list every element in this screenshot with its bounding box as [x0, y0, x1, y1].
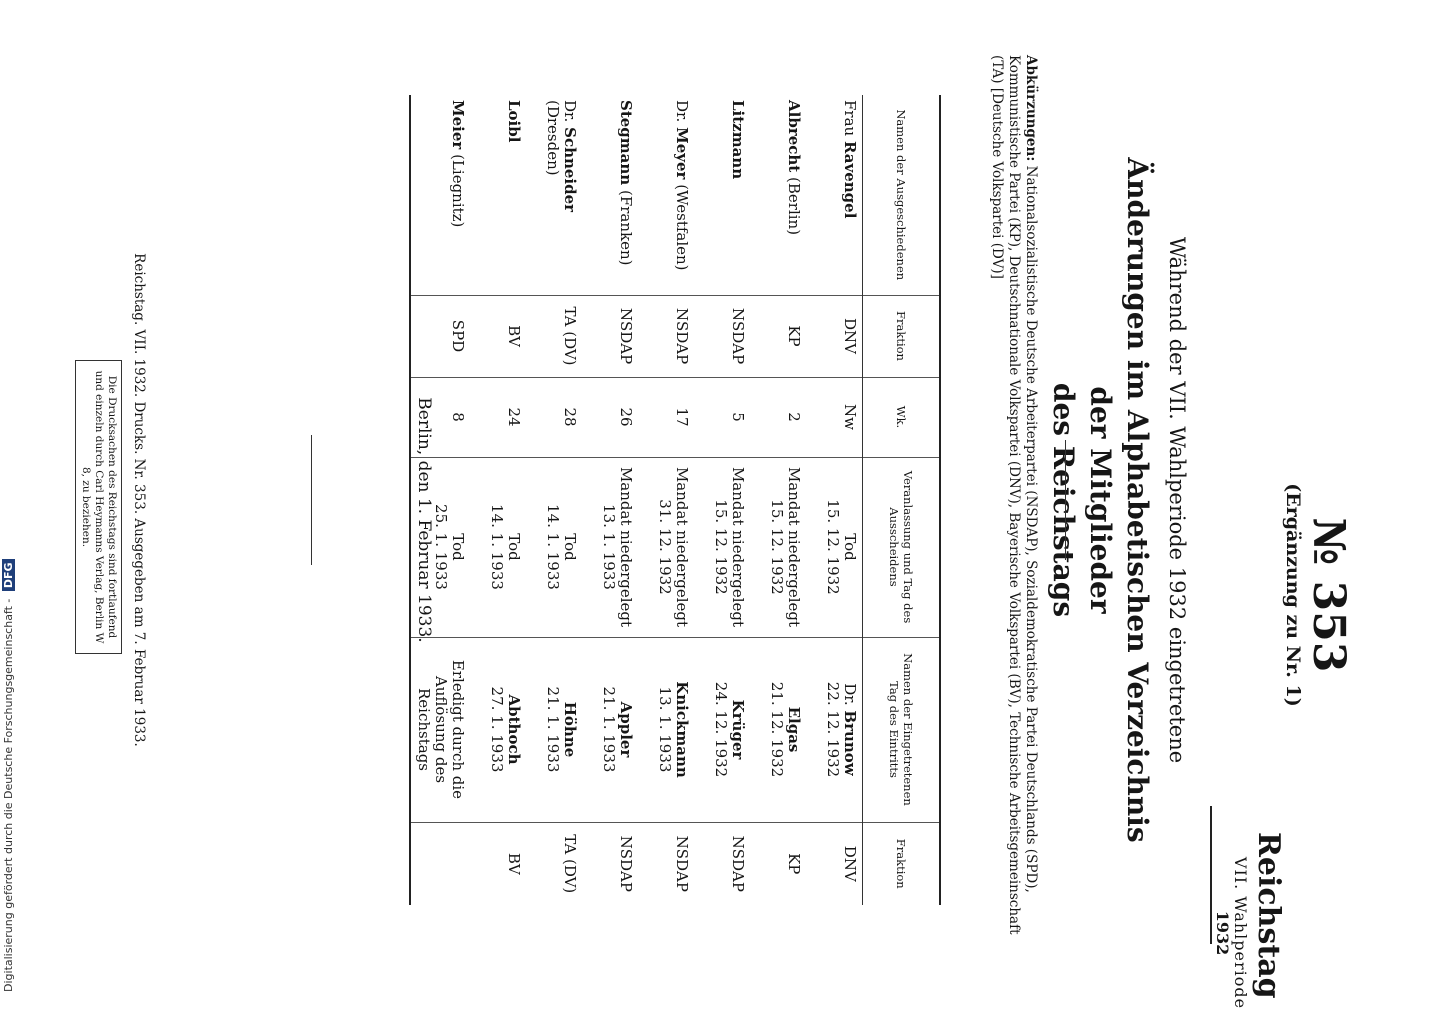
place-and-date: Berlin, den 1. Februar 1933. [414, 397, 434, 643]
fraktion-cell: SPD [410, 295, 470, 377]
reason-cell [526, 457, 582, 637]
reason-date: 13. 1. 1933 [600, 504, 618, 590]
reason-date: 15. 12. 1932 [768, 499, 786, 595]
credit-text: Digitalisierung gefördert durch die Deutsche Forschungsgemeinschaft - [2, 598, 15, 992]
table-row [582, 95, 638, 905]
header-fraktion: Fraktion [863, 295, 941, 377]
successor-name: Krüger [729, 699, 747, 760]
new-fraktion-cell: NSDAP [694, 822, 750, 905]
departed-name: Ravengel [841, 140, 859, 219]
wahlkreis-cell: 2 [750, 377, 806, 457]
successor-prefix: Dr. [841, 683, 859, 706]
reason-text: Mandat niedergelegt [785, 466, 803, 628]
reason-cell [806, 457, 863, 637]
reason-date: 31. 12. 1932 [656, 499, 674, 595]
publisher-note: Die Drucksachen des Reichstags sind fortlaufend und einzeln durch Carl Heymanns Verlag, Berlin W 8, zu beziehen. [75, 360, 122, 654]
departed-name: Loibl [505, 100, 523, 143]
departed-name: Litzmann [729, 100, 747, 180]
table-row [638, 95, 694, 905]
departed-member-cell [526, 95, 582, 295]
abbreviations [988, 55, 1039, 955]
departed-suffix: (Dresden) [544, 100, 562, 176]
fraktion-cell: KP [750, 295, 806, 377]
fraktion-cell: NSDAP [694, 295, 750, 377]
successor-cell [582, 637, 638, 822]
dfg-logo: DFG [2, 559, 15, 591]
abbreviations-label: Abkürzungen: [1023, 55, 1039, 162]
table-row [806, 95, 863, 905]
reason-cell [694, 457, 750, 637]
departed-name: Meier [449, 100, 467, 150]
entry-date: 21. 12. 1932 [768, 681, 786, 778]
table-row [750, 95, 806, 905]
successor-name: Appler [617, 701, 635, 758]
departed-member-cell [750, 95, 806, 295]
fraktion-cell: TA (DV) [526, 295, 582, 377]
new-fraktion-cell: TA (DV) [526, 822, 582, 905]
fraktion-cell: BV [470, 295, 526, 377]
footer-line: Reichstag. VII. 1932. Drucks. Nr. 353. Ausgegeben am 7. Februar 1933. [131, 253, 147, 747]
successor-cell [638, 637, 694, 822]
departed-name: Albrecht [785, 100, 803, 173]
reason-text: Mandat niedergelegt [617, 466, 635, 628]
departed-suffix: (Liegnitz) [449, 154, 467, 228]
departed-member-cell [470, 95, 526, 295]
table-row [526, 95, 582, 905]
header-rule [1210, 806, 1212, 944]
heading-line-2: des Reichstags [1047, 382, 1080, 618]
successor-name: Elgas [785, 706, 803, 753]
reason-text: Tod [561, 533, 579, 561]
fraktion-cell: DNV [806, 295, 863, 377]
successor-name: Knickmann [673, 681, 691, 778]
departed-prefix: Dr. [561, 100, 579, 123]
departed-name: Meyer [673, 127, 691, 180]
header-wahlkreis: Wk. [863, 377, 941, 457]
departed-suffix: (Franken) [617, 189, 635, 266]
new-fraktion-cell [410, 822, 470, 905]
entry-date: 27. 1. 1933 [488, 686, 506, 773]
document-supplement: (Ergänzung zu Nr. 1) [1282, 483, 1304, 707]
intro-line: Während der VII. Wahlperiode 1932 eingetretene [1165, 236, 1189, 764]
membership-changes-table [409, 95, 941, 905]
header-departed-names: Namen der Ausgeschiedenen [863, 95, 941, 295]
new-fraktion-cell: NSDAP [582, 822, 638, 905]
reason-text: Mandat niedergelegt [729, 466, 747, 628]
entry-date: 21. 1. 1933 [544, 686, 562, 773]
successor-cell [694, 637, 750, 822]
reason-cell [470, 457, 526, 637]
departed-member-cell [806, 95, 863, 295]
successor-name: Brunow [841, 710, 859, 776]
reason-text: Tod [841, 533, 859, 561]
reason-cell [582, 457, 638, 637]
document-number: № 353 [1303, 517, 1354, 673]
wahlkreis-cell: 17 [638, 377, 694, 457]
table-row [470, 95, 526, 905]
page-heading [1045, 150, 1156, 850]
abbreviations-text: Nationalsozialistische Deutsche Arbeiterpartei (NSDAP), Sozialdemokratische Partei Deutschlands (SPD), Kommunistische Partei (KP), Deutschnationale Volkspartei (DNV), Bayerische Volkspartei (BV), Technische Arbeitsgemeinschaft (TA) [Deutsche Volkspartei (DV)] [989, 55, 1039, 935]
fraktion-cell: NSDAP [638, 295, 694, 377]
departed-prefix: Frau [841, 100, 859, 137]
header-successor-names: Namen der Eingetretenen Tag des Eintritts [863, 637, 941, 822]
reason-cell [750, 457, 806, 637]
reason-text: Tod [449, 533, 467, 561]
new-fraktion-cell: BV [470, 822, 526, 905]
header-reason-date: Veranlassung und Tag des Ausscheidens [863, 457, 941, 637]
header-new-fraktion: Fraktion [863, 822, 941, 905]
entry-date: 21. 1. 1933 [600, 686, 618, 773]
legislature-label: VII. Wahlperiode [1231, 856, 1250, 1010]
reason-date: 15. 12. 1932 [712, 499, 730, 595]
successor-name: Höhne [561, 701, 579, 758]
reason-text: Tod [505, 533, 523, 561]
new-fraktion-cell: DNV [806, 822, 863, 905]
wahlkreis-cell: 8 [410, 377, 470, 457]
successor-cell [526, 637, 582, 822]
reason-date: 14. 1. 1933 [488, 504, 506, 590]
successor-cell [750, 637, 806, 822]
entry-date: 22. 12. 1932 [824, 681, 842, 778]
wahlkreis-cell: Nw [806, 377, 863, 457]
successor-name: Abthoch [505, 694, 523, 765]
heading-rule [1065, 440, 1066, 560]
heading-line-1: Änderungen im Alphabetischen Verzeichnis der Mitglieder [1084, 157, 1154, 843]
reason-date: 15. 12. 1932 [824, 499, 842, 595]
wahlkreis-cell: 24 [470, 377, 526, 457]
departed-member-cell [582, 95, 638, 295]
departed-prefix: Dr. [673, 100, 691, 123]
wahlkreis-cell: 26 [582, 377, 638, 457]
departed-name: Stegmann [617, 100, 635, 186]
reason-date: 25. 1. 1933 [432, 504, 450, 590]
reason-text: Mandat niedergelegt [673, 466, 691, 628]
reason-date: 14. 1. 1933 [544, 504, 562, 590]
departed-member-cell [410, 95, 470, 295]
wahlkreis-cell: 5 [694, 377, 750, 457]
fraktion-cell: NSDAP [582, 295, 638, 377]
successor-cell [470, 637, 526, 822]
closing-rule [311, 435, 312, 565]
departed-member-cell [694, 95, 750, 295]
departed-member-cell [638, 95, 694, 295]
entry-date: 24. 12. 1932 [712, 681, 730, 778]
table-header-row [863, 95, 941, 905]
entry-date: Erledigt durch die Auflösung des Reichstags [415, 659, 467, 800]
successor-cell [806, 637, 863, 822]
digitization-credit [2, 559, 15, 992]
wahlkreis-cell: 28 [526, 377, 582, 457]
departed-suffix: (Westfalen) [673, 184, 691, 271]
legislature-year: 1932 [1213, 910, 1232, 956]
reason-cell [638, 457, 694, 637]
new-fraktion-cell: NSDAP [638, 822, 694, 905]
table-row [694, 95, 750, 905]
departed-suffix: (Berlin) [785, 177, 803, 236]
entry-date: 13. 1. 1933 [656, 686, 674, 773]
departed-name: Schneider [561, 127, 579, 213]
new-fraktion-cell: KP [750, 822, 806, 905]
institution-title: Reichstag [1251, 832, 1286, 999]
